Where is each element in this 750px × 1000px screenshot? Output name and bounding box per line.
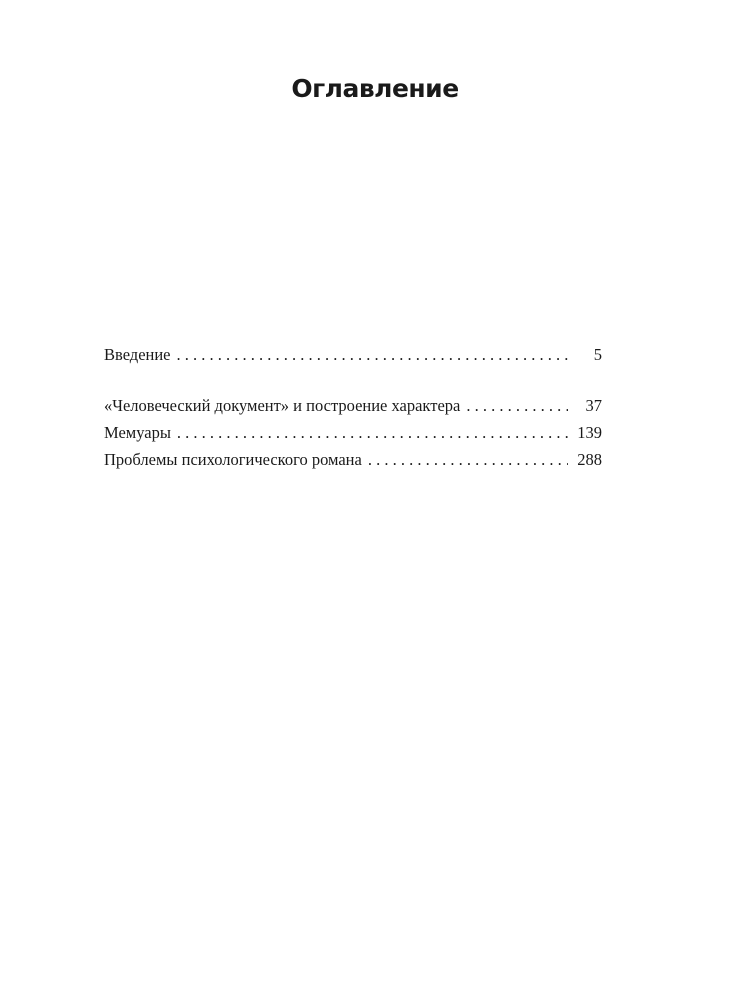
toc-entry-label: Проблемы психологического романа [104,450,362,469]
toc-entry [104,396,602,423]
toc-entry-page: 37 [585,396,602,415]
toc-entry-label: Введение [104,345,171,364]
toc-entry [104,345,602,372]
toc-entry [104,423,602,450]
page-title: Оглавление [291,74,459,103]
toc-entry-page: 5 [593,345,602,364]
toc-dot-leader [368,450,568,470]
toc-dot-leader [466,396,568,416]
toc-dot-leader [177,345,568,365]
toc-entry-label: Мемуары [104,423,171,442]
toc-entry [104,450,602,477]
toc-entry-page: 288 [577,450,602,469]
table-of-contents [104,345,602,477]
toc-entry-page: 139 [577,423,602,442]
toc-dot-leader [177,423,568,443]
toc-entry-label: «Человеческий документ» и построение характера [104,396,461,415]
